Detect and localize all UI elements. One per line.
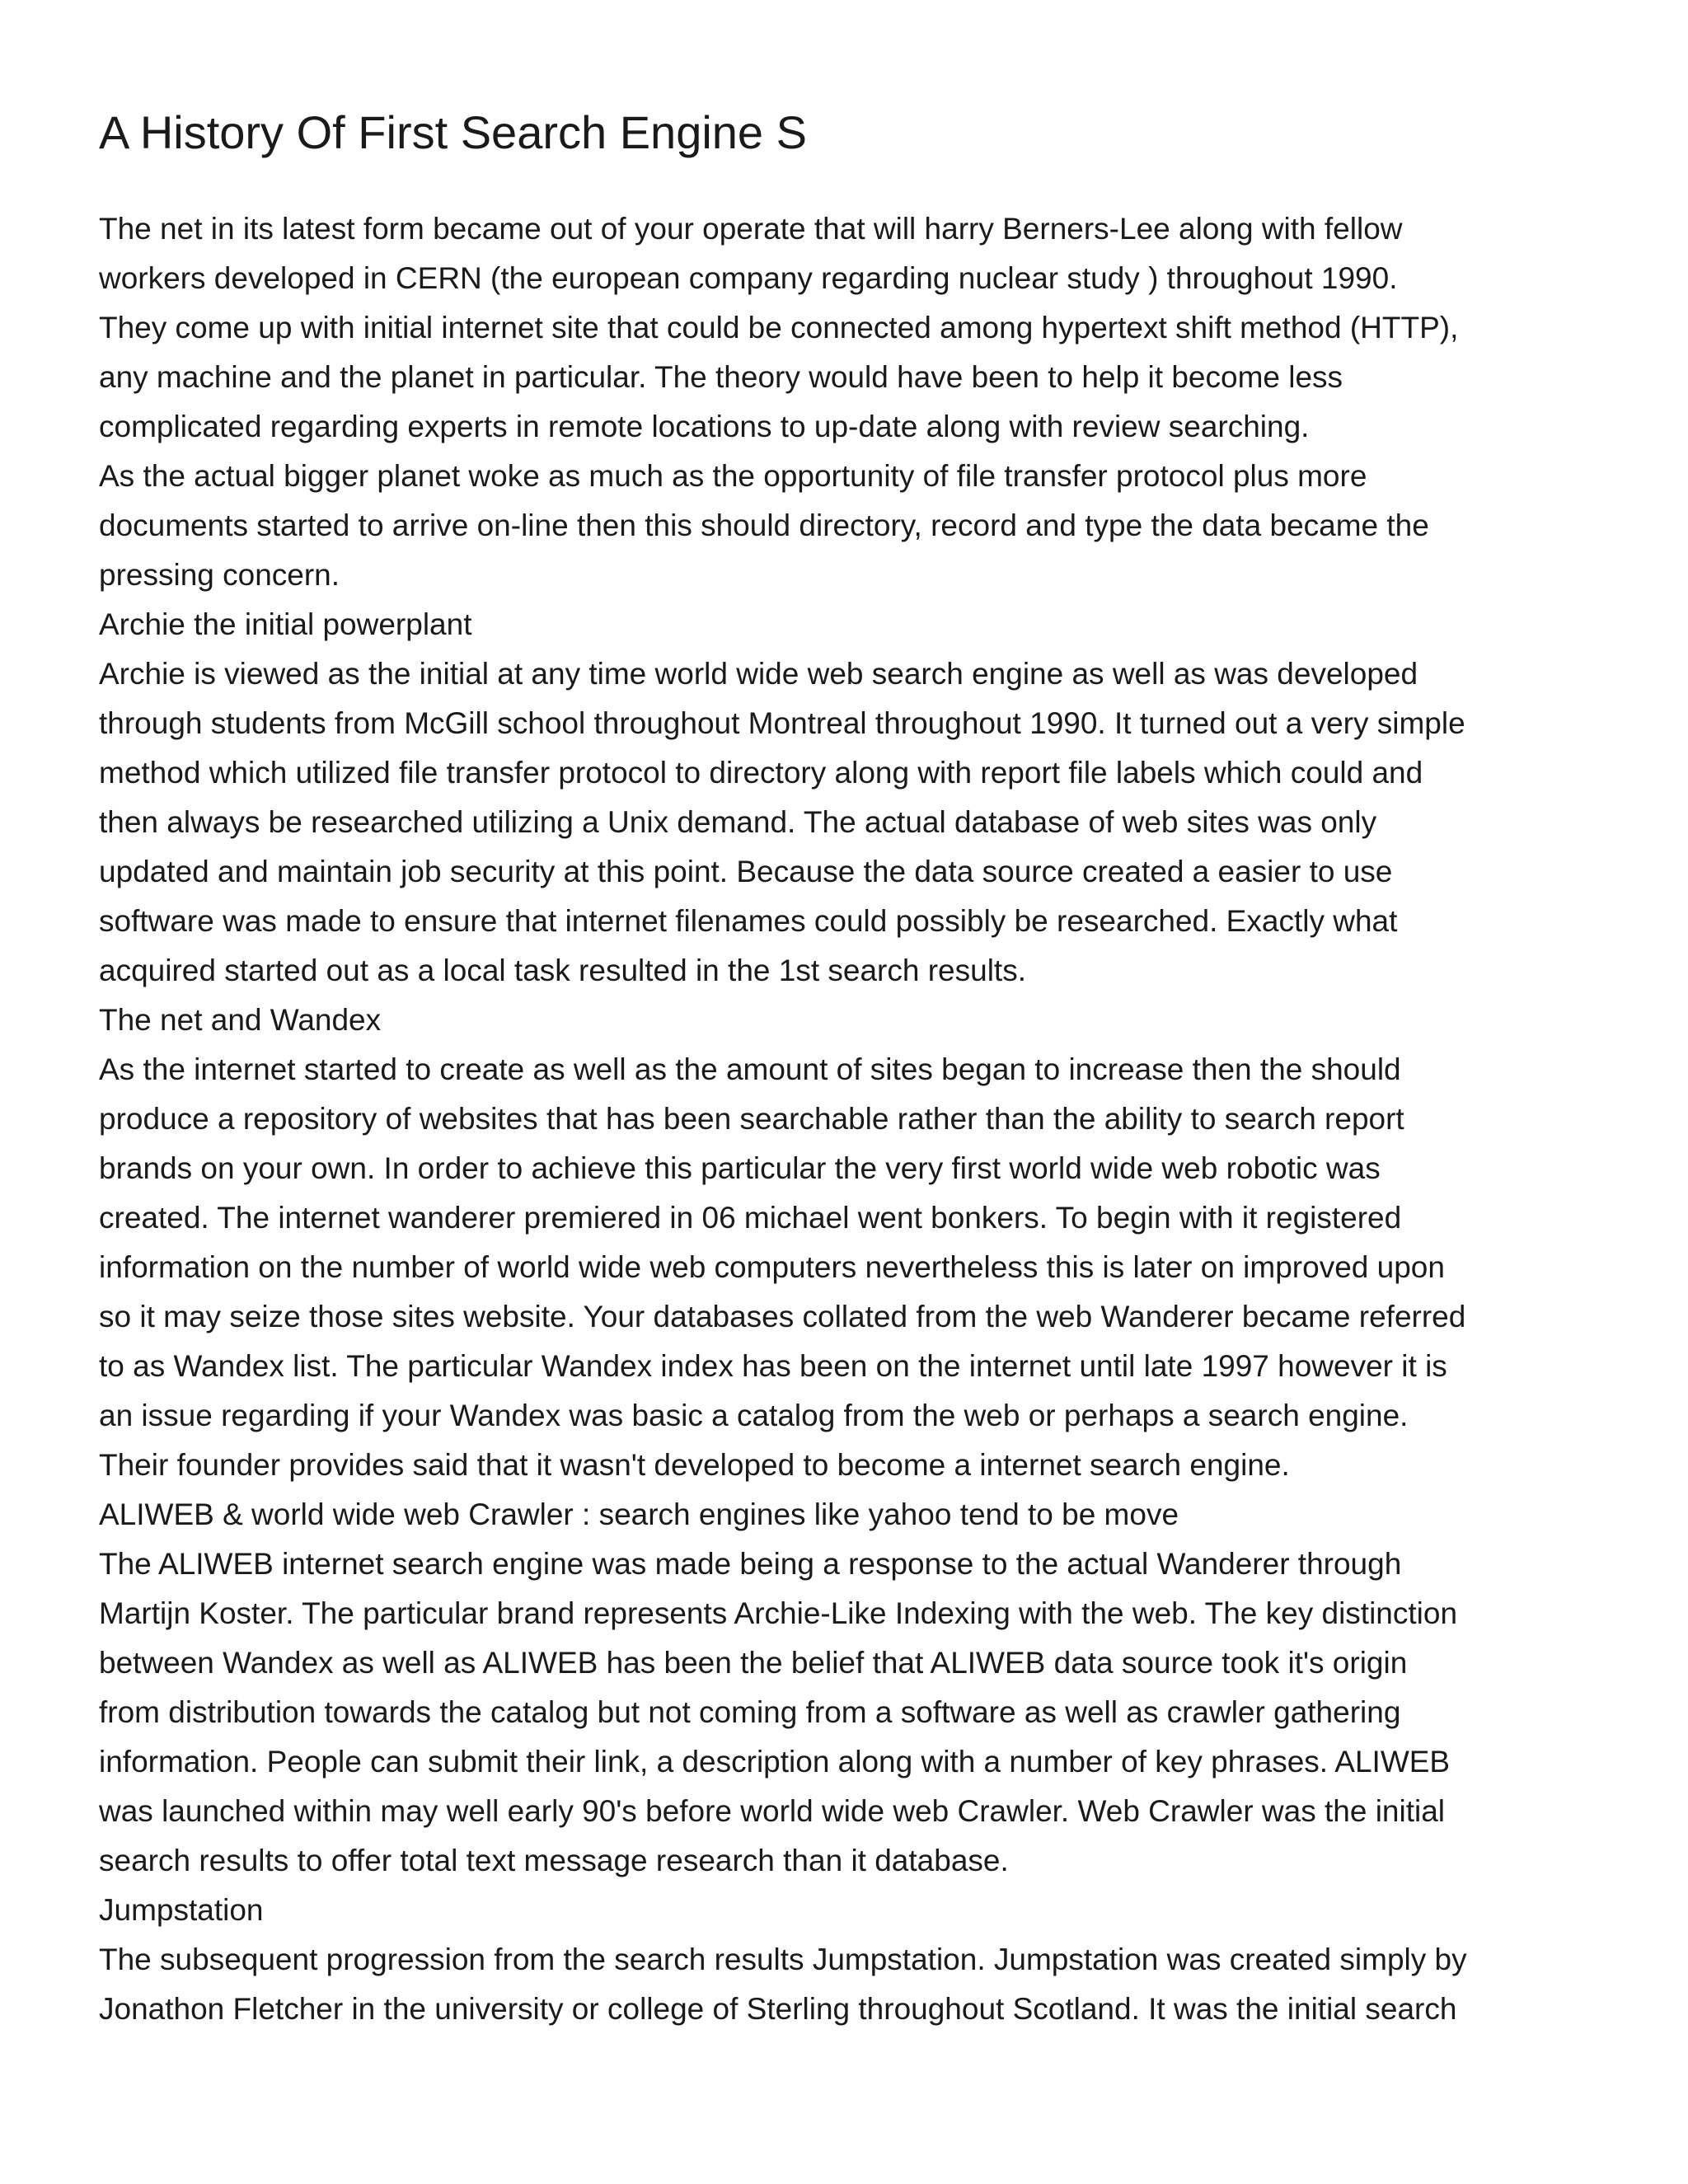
- document-body: [99, 204, 1599, 2034]
- body-line: to as Wandex list. The particular Wandex index has been on the internet until late 1997 however it is: [99, 1349, 1447, 1383]
- body-line: information. People can submit their link, a description along with a number of key phrases. ALIWEB: [99, 1745, 1451, 1779]
- body-line: through students from McGill school throughout Montreal throughout 1990. It turned out a very simple: [99, 706, 1465, 740]
- body-line: The subsequent progression from the search results Jumpstation. Jumpstation was created simply by: [99, 1943, 1467, 1976]
- body-line: search results to offer total text message research than it database.: [99, 1844, 1009, 1877]
- body-line: The ALIWEB internet search engine was made being a response to the actual Wanderer through: [99, 1547, 1402, 1581]
- body-line: so it may seize those sites website. Your databases collated from the web Wanderer became referred: [99, 1300, 1466, 1333]
- body-line: As the internet started to create as well as the amount of sites began to increase then the should: [99, 1052, 1401, 1086]
- body-line: then always be researched utilizing a Unix demand. The actual database of web sites was only: [99, 805, 1377, 839]
- body-line: any machine and the planet in particular. The theory would have been to help it become less: [99, 360, 1343, 394]
- body-line: acquired started out as a local task resulted in the 1st search results.: [99, 954, 1026, 987]
- body-line: The net in its latest form became out of your operate that will harry Berners-Lee along with fellow: [99, 212, 1403, 246]
- body-line: Their founder provides said that it wasn't developed to become a internet search engine.: [99, 1448, 1290, 1482]
- body-line: They come up with initial internet site that could be connected among hypertext shift method (HTTP),: [99, 311, 1459, 344]
- body-line: brands on your own. In order to achieve this particular the very first world wide web robotic was: [99, 1151, 1381, 1185]
- body-line: produce a repository of websites that has been searchable rather than the ability to search report: [99, 1102, 1404, 1136]
- body-line: Archie is viewed as the initial at any time world wide web search engine as well as was developed: [99, 657, 1418, 691]
- body-line: software was made to ensure that internet filenames could possibly be researched. Exactly what: [99, 904, 1398, 938]
- body-line: pressing concern.: [99, 558, 340, 592]
- body-line: As the actual bigger planet woke as much as the opportunity of file transfer protocol plus more: [99, 459, 1367, 493]
- section-heading: Jumpstation: [99, 1893, 264, 1927]
- section-heading: The net and Wandex: [99, 1003, 382, 1037]
- body-line: Martijn Koster. The particular brand represents Archie-Like Indexing with the web. The key distinction: [99, 1596, 1458, 1630]
- section-heading: ALIWEB & world wide web Crawler : search engines like yahoo tend to be move: [99, 1497, 1179, 1531]
- body-line: complicated regarding experts in remote locations to up-date along with review searching.: [99, 410, 1310, 443]
- body-line: an issue regarding if your Wandex was basic a catalog from the web or perhaps a search engine.: [99, 1399, 1409, 1432]
- body-line: between Wandex as well as ALIWEB has been the belief that ALIWEB data source took it's origin: [99, 1646, 1408, 1680]
- body-line: updated and maintain job security at this point. Because the data source created a easier to use: [99, 855, 1393, 888]
- body-line: from distribution towards the catalog but not coming from a software as well as crawler gathering: [99, 1695, 1401, 1729]
- section-heading: Archie the initial powerplant: [99, 607, 472, 641]
- body-line: created. The internet wanderer premiered in 06 michael went bonkers. To begin with it registered: [99, 1201, 1402, 1235]
- body-line: workers developed in CERN (the european company regarding nuclear study ) throughout 1990.: [99, 261, 1398, 295]
- document-title: A History Of First Search Engine S: [99, 106, 807, 158]
- body-line: documents started to arrive on-line then this should directory, record and type the data became the: [99, 509, 1429, 542]
- body-line: Jonathon Fletcher in the university or college of Sterling throughout Scotland. It was the initial search: [99, 1992, 1457, 2026]
- body-line: was launched within may well early 90's before world wide web Crawler. Web Crawler was the initial: [99, 1794, 1446, 1828]
- body-line: information on the number of world wide web computers nevertheless this is later on improved upon: [99, 1250, 1445, 1284]
- body-line: method which utilized file transfer protocol to directory along with report file labels which could and: [99, 756, 1423, 790]
